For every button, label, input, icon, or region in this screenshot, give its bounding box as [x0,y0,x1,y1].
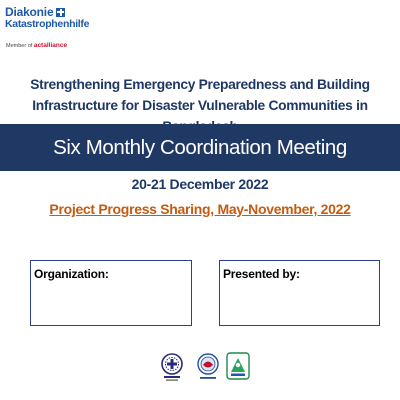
partner-logo-3 [226,352,250,380]
presented-by-box [219,260,380,326]
cross-icon [56,8,65,17]
organization-box [30,260,192,326]
diakonie-logo [5,6,89,30]
presented-by-label: Presented by: [223,267,300,281]
partner-emblem-2-icon [196,352,220,382]
project-progress-subtitle: Project Progress Sharing, May-November, 2022 [49,201,351,217]
member-prefix: Member of [6,43,33,49]
slide-title: Strengthening Emergency Preparedness and Building Infrastructure for Disaster Vulnerable Communities in [30,77,370,113]
organization-label: Organization: [34,267,109,281]
partner-emblem-3-icon [226,352,250,382]
partner-logo-2 [196,352,220,380]
meeting-banner [0,124,400,171]
meeting-date: 20-21 December 2022 [131,176,269,192]
member-of-text [6,42,67,49]
logo-subtitle: Katastrophenhilfe [5,18,90,30]
act-alliance-logo: actalliance [33,42,68,49]
partner-emblem-1-icon [160,352,184,382]
partner-logo-1 [160,352,184,380]
banner-text: Six Monthly Coordination Meeting [53,135,347,159]
logo-wordmark: Diakonie [5,5,54,19]
